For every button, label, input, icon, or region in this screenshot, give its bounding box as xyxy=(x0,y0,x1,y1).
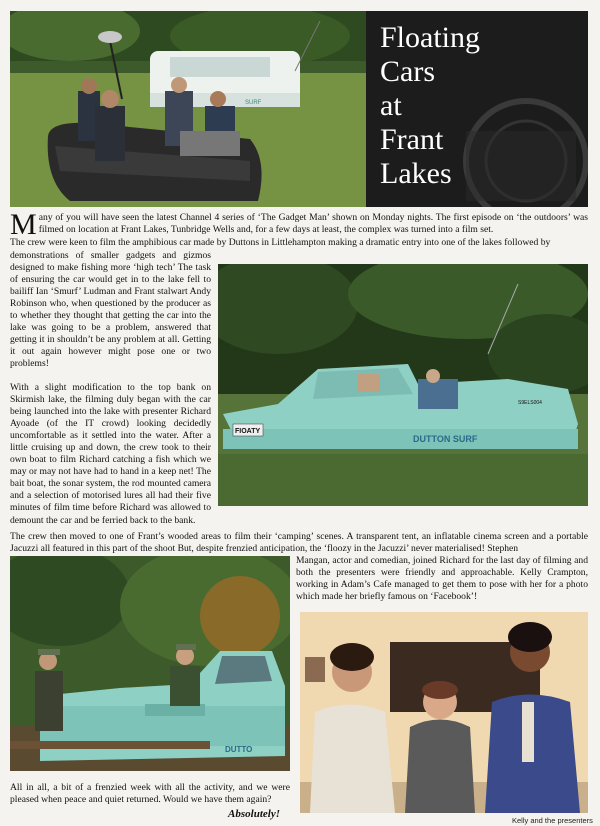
article-paragraph-3: With a slight modification to the top bank on Skirmish lake, the filming duly began with the car being launched into the lake with presenter Richard Ayoade (of the IT crowd) looking decidedly uncomfortable as it settled into the water. After a little cruising up and down, the crew took to their own boat to film Richard catching a fish which we may or may not have had to hand in a keep net! The bait boat, the sonar system, the rod mounted camera and a selection of motorised lures all had their five minutes of film time before Richard was allowed to demount the car and be ferried back to the bank. xyxy=(10,382,211,526)
article-closing: All in all, a bit of a frenzied week with all the activity, and we were pleased when peace and quiet returned. Would we have them again? xyxy=(10,782,290,806)
title-line: Frant xyxy=(380,123,444,156)
photo-amphibious-car-lake xyxy=(218,264,588,506)
svg-text:SURF: SURF xyxy=(245,100,262,106)
signoff: Absolutely! xyxy=(228,808,280,820)
title-line: Lakes xyxy=(380,157,452,190)
title-line: at xyxy=(380,89,402,122)
dropcap: M xyxy=(10,208,37,241)
car-side-text-2: DUTTO xyxy=(225,745,253,754)
article-paragraph-4b: Mangan, actor and comedian, joined Richard for the last day of filming and both the presenters were friendly and approachable. Kelly Crampton, working in Adam’s Cafe managed to get them to pose with her for a photo which made her briefly famous on ‘Facebook’! xyxy=(296,555,588,603)
car-plate: FIOATY xyxy=(235,428,261,435)
photo-kelly-and-presenters xyxy=(300,612,588,813)
article-paragraph-2a: The crew were keen to film the amphibious car made by Duttons in Littlehampton making a dramatic entry into one of the lakes followed by xyxy=(10,237,551,248)
car-rear-plate: S9ELS004 xyxy=(518,400,542,406)
photo-film-crew-boat xyxy=(10,11,366,207)
title-line: Cars xyxy=(380,55,435,88)
title-line: Floating xyxy=(380,21,481,54)
photo-caption: Kelly and the presenters xyxy=(512,816,593,825)
article-paragraph-4: The crew then moved to one of Frant’s wooded areas to film their ‘camping’ scenes. A transparent tent, an inflatable cinema screen and a portable Jacuzzi all featured in this part of the shoot But, despite frenzied anticipation, the ‘floozy in the Jacuzzi’ never materialised! Stephen xyxy=(10,531,588,555)
article-intro: Many of you will have seen the latest Channel 4 series of ‘The Gadget Man’ shown on Monday nights. The first episode on ‘the outdoors’ was filmed on location at Frant Lakes, Tunbridge Wells and, for a few days at least, the complex was turned into a film set. xyxy=(10,208,588,241)
photo-car-in-woods xyxy=(10,556,290,771)
title-panel xyxy=(366,11,588,207)
article-paragraph-2b: demonstrations of smaller gadgets and gizmos designed to make fishing more ‘high tech’ The task of ensuring the car would get in to the lake fell to bailiff Ian ‘Smurf’ Ludman and Frant stalwart Andy Robinson who, when questioned by the producer as to whether they thought that getting the car into the lake was going to be a problem, answered that getting it in shouldn’t be any problem at all. Getting it out again however might pose one or two problems! xyxy=(10,250,211,370)
page-title xyxy=(380,21,540,191)
car-side-text: DUTTON SURF xyxy=(413,434,478,444)
